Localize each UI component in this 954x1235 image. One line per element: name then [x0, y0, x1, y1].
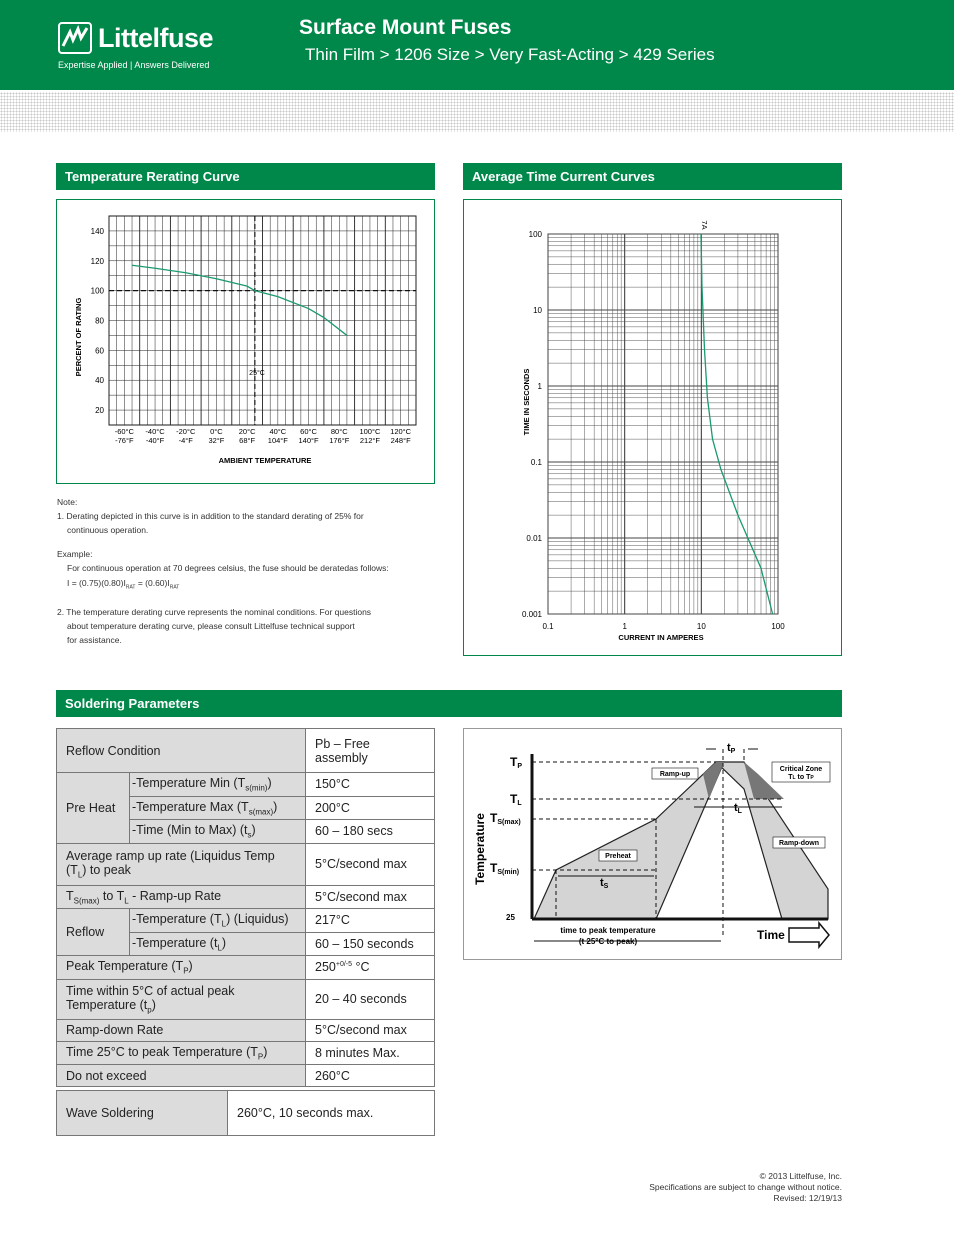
tcc-y-tick: 10: [533, 306, 542, 315]
example-label: Example:: [57, 549, 93, 559]
temp-max-value: 200°C: [306, 796, 435, 820]
rerating-x-tick-c: 60°C: [300, 427, 317, 436]
critical-zone-label: Critical Zone: [779, 766, 823, 773]
table-row: [57, 843, 435, 885]
liquidus-temp-value: 217°C: [306, 909, 435, 933]
table-row: [57, 773, 435, 797]
peak-time-caption-1: time to peak temperature: [560, 926, 656, 935]
reflow-label: Reflow: [57, 909, 130, 956]
logo-mark-icon: [58, 22, 92, 54]
rerating-x-tick-f: 176°F: [329, 436, 350, 445]
tcc-x-label: CURRENT IN AMPERES: [618, 633, 704, 642]
wave-soldering-table: [56, 1090, 435, 1136]
profile-lower-band: [534, 762, 724, 919]
time-axis-label: Time: [757, 928, 785, 942]
page-header: [0, 0, 954, 90]
rerating-x-tick-f: -76°F: [115, 436, 134, 445]
tcc-grid: [548, 234, 778, 614]
rerating-x-tick-f: -40°F: [145, 436, 165, 445]
rerating-x-tick-f: 248°F: [390, 436, 411, 445]
liquidus-temp-label: -Temperature $(T_L)$ (Liquidus): [130, 909, 306, 933]
rerating-x-ticks: [115, 427, 412, 445]
rerating-grid: [109, 216, 416, 425]
rerating-y-tick: 140: [90, 226, 104, 236]
logo-tagline: Expertise Applied | Answers Delivered: [58, 60, 210, 70]
tp-label: TP: [510, 755, 523, 770]
table-row: [57, 1091, 435, 1136]
ts-rampup-label: $T_{S(max)}$ to $T_L$ - Ramp-up Rate: [57, 885, 306, 909]
wave-soldering-value: 260°C, 10 seconds max.: [228, 1091, 435, 1136]
tsmin-label: TS(min): [490, 861, 520, 876]
rerating-x-tick-f: 140°F: [298, 436, 319, 445]
tcc-series-label-7a: 7A: [700, 220, 709, 230]
tcc-y-tick: 1: [537, 382, 542, 391]
reflow-condition-value: Pb – Free assembly: [306, 729, 435, 773]
tcc-y-tick: 0.001: [521, 610, 542, 619]
tcc-x-tick: 1: [622, 622, 627, 631]
table-row: [57, 1041, 435, 1065]
rerating-x-tick-c: 40°C: [269, 427, 287, 436]
reflow-condition-label: Reflow Condition: [57, 729, 306, 773]
page-subtitle: Thin Film > 1206 Size > Very Fast-Acting > 429 Series: [305, 45, 715, 64]
rerating-x-tick-f: 104°F: [267, 436, 288, 445]
time-25-to-peak-label: Time 25°C to peak Temperature $(T_P)$: [57, 1041, 306, 1065]
rampdown-label: Ramp-down Rate: [57, 1019, 306, 1041]
rerating-x-tick-f: 68°F: [239, 436, 256, 445]
rerating-x-tick-c: -40°C: [145, 427, 165, 436]
table-row: [57, 1065, 435, 1087]
reflow-profile-panel: [463, 728, 842, 960]
rerating-x-tick-f: 212°F: [359, 436, 381, 445]
temp-max-label: -Temperature Max $(T_{s(max)})$: [130, 796, 306, 820]
time-minmax-value: 60 – 180 secs: [306, 820, 435, 844]
tcc-x-ticks: [542, 622, 785, 631]
tcc-x-tick: 0.1: [542, 622, 554, 631]
example-text: For continuous operation at 70 degrees celsius, the fuse should be deratedas follows:: [67, 563, 389, 573]
rerating-y-tick: 80: [95, 316, 104, 326]
tcc-x-tick: 10: [696, 622, 706, 631]
logo-text: Littelfuse: [98, 23, 214, 53]
ramp-avg-value: 5°C/second max: [306, 843, 435, 885]
rampdown-value: 5°C/second max: [306, 1019, 435, 1041]
table-row: [57, 1019, 435, 1041]
note-1b: continuous operation.: [67, 525, 149, 535]
rerating-x-tick-c: -60°C: [114, 427, 134, 436]
wave-soldering-label: Wave Soldering: [57, 1091, 228, 1136]
rerating-x-tick-c: 20°C: [238, 427, 256, 436]
preheat-tag-label: Preheat: [605, 853, 631, 860]
example-formula: $I = (0.75)(0.80)I_{RAT} = (0.60)I_{RAT}$: [67, 578, 180, 591]
rerating-x-tick-c: 120°C: [390, 427, 412, 436]
rerating-x-label: AMBIENT TEMPERATURE: [218, 456, 312, 465]
rerating-y-tick: 120: [90, 256, 104, 266]
table-row: [57, 729, 435, 773]
revision-date: Revised: 12/19/13: [773, 1193, 842, 1203]
rerating-chart-panel: [56, 199, 435, 484]
rerating-annotation: 25°C: [249, 370, 265, 377]
rerating-x-tick-c: 0°C: [210, 427, 223, 436]
rampdown-tag-label: Ramp-down: [778, 840, 820, 847]
do-not-exceed-value: 260°C: [306, 1065, 435, 1087]
section-header-time-current: Average Time Current Curves: [463, 163, 842, 190]
time-arrow-icon: [789, 923, 829, 947]
rerating-y-tick: 40: [95, 376, 104, 386]
derating-notes: [57, 496, 437, 648]
tcc-y-tick: 0.1: [530, 458, 542, 467]
page-title: Surface Mount Fuses: [299, 16, 512, 39]
time-current-chart-panel: [463, 199, 842, 656]
ts-time-label: tS: [600, 877, 609, 890]
rerating-y-label: PERCENT OF RATING: [74, 297, 83, 377]
tl-label: TL: [510, 792, 522, 807]
temperature-axis-label: Temperature: [473, 813, 487, 885]
page-footer: [649, 1171, 842, 1204]
rerating-chart: [57, 200, 433, 482]
section-header-rerating: Temperature Rerating Curve: [56, 163, 435, 190]
table-row: [57, 885, 435, 909]
do-not-exceed-label: Do not exceed: [57, 1065, 306, 1087]
tcc-plot-frame: [548, 234, 778, 614]
rerating-x-tick-f: 32°F: [208, 436, 225, 445]
table-row: [57, 979, 435, 1019]
tcc-y-tick: 100: [528, 230, 542, 239]
temp-min-value: 150°C: [306, 773, 435, 797]
littelfuse-logo: [58, 22, 214, 74]
rerating-x-tick-c: 100°C: [359, 427, 381, 436]
rerating-y-tick: 100: [90, 286, 104, 296]
tsmax-label: TS(max): [490, 811, 521, 826]
rerating-y-ticks: [91, 227, 105, 415]
rerating-x-tick-f: -4°F: [178, 436, 193, 445]
note-2: 2. The temperature derating curve represents the nominal conditions. For questions: [57, 606, 372, 617]
time-within-peak-value: 20 – 40 seconds: [306, 979, 435, 1019]
tcc-y-tick: 0.01: [526, 534, 542, 543]
liquidus-time-label: -Temperature $(t_L)$: [130, 932, 306, 956]
section-header-soldering: Soldering Parameters: [56, 690, 842, 717]
disclaimer: Specifications are subject to change without notice.: [649, 1182, 842, 1192]
rerating-y-tick: 60: [95, 346, 104, 356]
time-minmax-label: -Time (Min to Max) $(t_s)$: [130, 820, 306, 844]
temp-min-label: -Temperature Min $(T_{s(min)})$: [130, 773, 306, 797]
tcc-curve-7a: [701, 234, 773, 614]
tp-time-label: tP: [727, 742, 736, 755]
ts-rampup-value: 5°C/second max: [306, 885, 435, 909]
peak-time-caption-2: (t 25°C to peak): [578, 937, 638, 946]
preheat-label: Pre Heat: [57, 773, 130, 844]
tl-time-label: tL: [734, 802, 742, 815]
critical-zone-range: TL to TP: [788, 774, 814, 781]
rerating-y-tick: 20: [95, 406, 104, 416]
table-row: [57, 909, 435, 933]
reflow-profile-diagram: [464, 729, 840, 958]
table-row: [57, 956, 435, 980]
copyright: © 2013 Littelfuse, Inc.: [759, 1171, 842, 1181]
ramp-avg-label: Average ramp up rate (Liquidus Temp $(T_L)$ to peak: [57, 843, 306, 885]
rerating-x-tick-c: -20°C: [176, 427, 196, 436]
note-label: Note:: [57, 497, 78, 507]
note-2c: for assistance.: [67, 634, 122, 645]
time-25-to-peak-value: 8 minutes Max.: [306, 1041, 435, 1065]
rerating-x-tick-c: 80°C: [330, 427, 348, 436]
soldering-parameters-table: [56, 728, 435, 1087]
y-25-label: 25: [506, 913, 515, 922]
tcc-x-tick: 100: [771, 622, 785, 631]
dot-pattern-divider: [0, 92, 954, 132]
note-1: 1. Derating depicted in this curve is in addition to the standard derating of 25% for: [57, 511, 364, 521]
tcc-y-label: TIME IN SECONDS: [522, 368, 531, 436]
peak-temp-value: $250^{+0/-5}$ °C: [306, 956, 435, 980]
note-2b: about temperature derating curve, please consult Littelfuse technical support: [67, 620, 355, 631]
time-within-peak-label: Time within 5°C of actual peak Temperature $(t_p)$: [57, 979, 306, 1019]
peak-temp-label: Peak Temperature $(T_P)$: [57, 956, 306, 980]
liquidus-time-value: 60 – 150 seconds: [306, 932, 435, 956]
time-current-chart: [464, 200, 840, 654]
rampup-tag-label: Ramp-up: [659, 771, 691, 778]
